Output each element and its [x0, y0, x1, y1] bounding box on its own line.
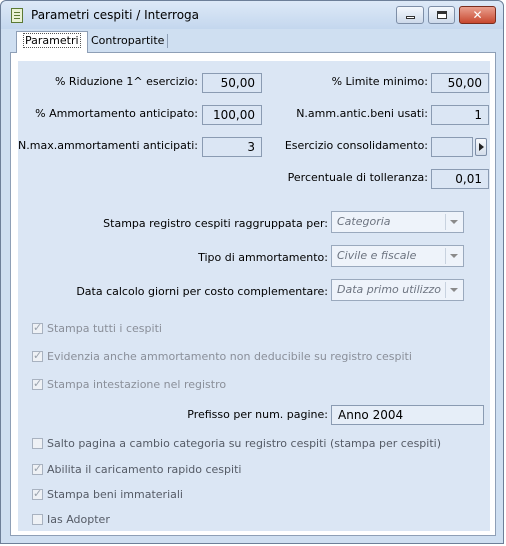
stampa-registro-label: Stampa registro cespiti raggruppata per: — [103, 217, 328, 230]
tab-panel — [10, 52, 496, 536]
close-button[interactable] — [459, 6, 496, 24]
max-ammortamenti-label: N.max.ammortamenti anticipati: — [18, 139, 198, 152]
chevron-down-icon[interactable] — [445, 214, 461, 230]
tolleranza-field[interactable]: 0,01 — [431, 169, 489, 189]
riduzione-label: % Riduzione 1^ esercizio: — [54, 75, 198, 88]
tipo-ammortamento-label: Tipo di ammortamento: — [198, 251, 328, 264]
tab-contropartite[interactable]: Contropartite — [91, 34, 165, 47]
tolleranza-label: Percentuale di tolleranza: — [287, 171, 428, 184]
close-icon: ✕ — [472, 8, 483, 22]
checkbox-box[interactable] — [32, 464, 43, 475]
checkbox-label: Abilita il caricamento rapido cespiti — [47, 463, 242, 476]
maximize-button[interactable] — [428, 6, 455, 24]
prefisso-field[interactable]: Anno 2004 — [331, 405, 484, 425]
stampa-registro-value: Categoria — [337, 215, 391, 228]
max-ammortamenti-field[interactable]: 3 — [202, 137, 262, 157]
data-calcolo-combo[interactable] — [331, 279, 464, 301]
checkbox-label: Stampa beni immateriali — [47, 488, 183, 501]
checkbox-box[interactable] — [32, 438, 43, 449]
title-bar[interactable] — [1, 1, 503, 29]
checkbox-box[interactable] — [32, 323, 43, 334]
checkbox-label: Evidenzia anche ammortamento non deducibile su registro cespiti — [47, 350, 412, 363]
window-title: Parametri cespiti / Interroga — [31, 8, 200, 22]
data-calcolo-value: Data primo utilizzo — [337, 283, 441, 296]
esercizio-consolidamento-label: Esercizio consolidamento: — [284, 139, 428, 152]
amm-antic-beni-usati-field[interactable]: 1 — [431, 105, 489, 125]
tipo-ammortamento-combo[interactable] — [331, 245, 464, 267]
prefisso-label: Prefisso per num. pagine: — [187, 408, 328, 421]
limite-minimo-field[interactable]: 50,00 — [431, 73, 489, 93]
checkbox-label: Ias Adopter — [47, 513, 110, 526]
riduzione-field[interactable]: 50,00 — [202, 73, 262, 93]
checkbox-label: Salto pagina a cambio categoria su registro cespiti (stampa per cespiti) — [47, 437, 442, 450]
chevron-down-icon[interactable] — [445, 282, 461, 298]
limite-minimo-label: % Limite minimo: — [331, 75, 428, 88]
checkbox-box[interactable] — [32, 514, 43, 525]
ammortamento-anticipato-field[interactable]: 100,00 — [202, 105, 262, 125]
maximize-icon — [437, 11, 447, 19]
amm-antic-beni-usati-label: N.amm.antic.beni usati: — [296, 107, 428, 120]
client-area — [8, 30, 496, 538]
minimize-icon — [406, 16, 415, 19]
app-document-icon — [11, 8, 23, 23]
chevron-down-icon[interactable] — [445, 248, 461, 264]
checkbox-box[interactable] — [32, 379, 43, 390]
tab-strip — [8, 30, 496, 52]
tab-separator — [167, 34, 168, 48]
tab-parametri[interactable] — [16, 31, 88, 53]
esercizio-zoom-button[interactable] — [475, 138, 487, 156]
esercizio-consolidamento-field[interactable] — [431, 137, 473, 157]
stampa-registro-combo[interactable] — [331, 211, 464, 233]
checkbox-box[interactable] — [32, 489, 43, 500]
checkbox-label: Stampa intestazione nel registro — [47, 378, 227, 391]
checkbox-box[interactable] — [32, 351, 43, 362]
checkbox-label: Stampa tutti i cespiti — [47, 322, 162, 335]
tab-parametri-label: Parametri — [25, 34, 79, 47]
minimize-button[interactable] — [396, 6, 424, 24]
data-calcolo-label: Data calcolo giorni per costo complementare: — [76, 285, 328, 298]
tipo-ammortamento-value: Civile e fiscale — [337, 249, 417, 262]
form-area — [18, 61, 490, 531]
ammortamento-anticipato-label: % Ammortamento anticipato: — [35, 107, 198, 120]
